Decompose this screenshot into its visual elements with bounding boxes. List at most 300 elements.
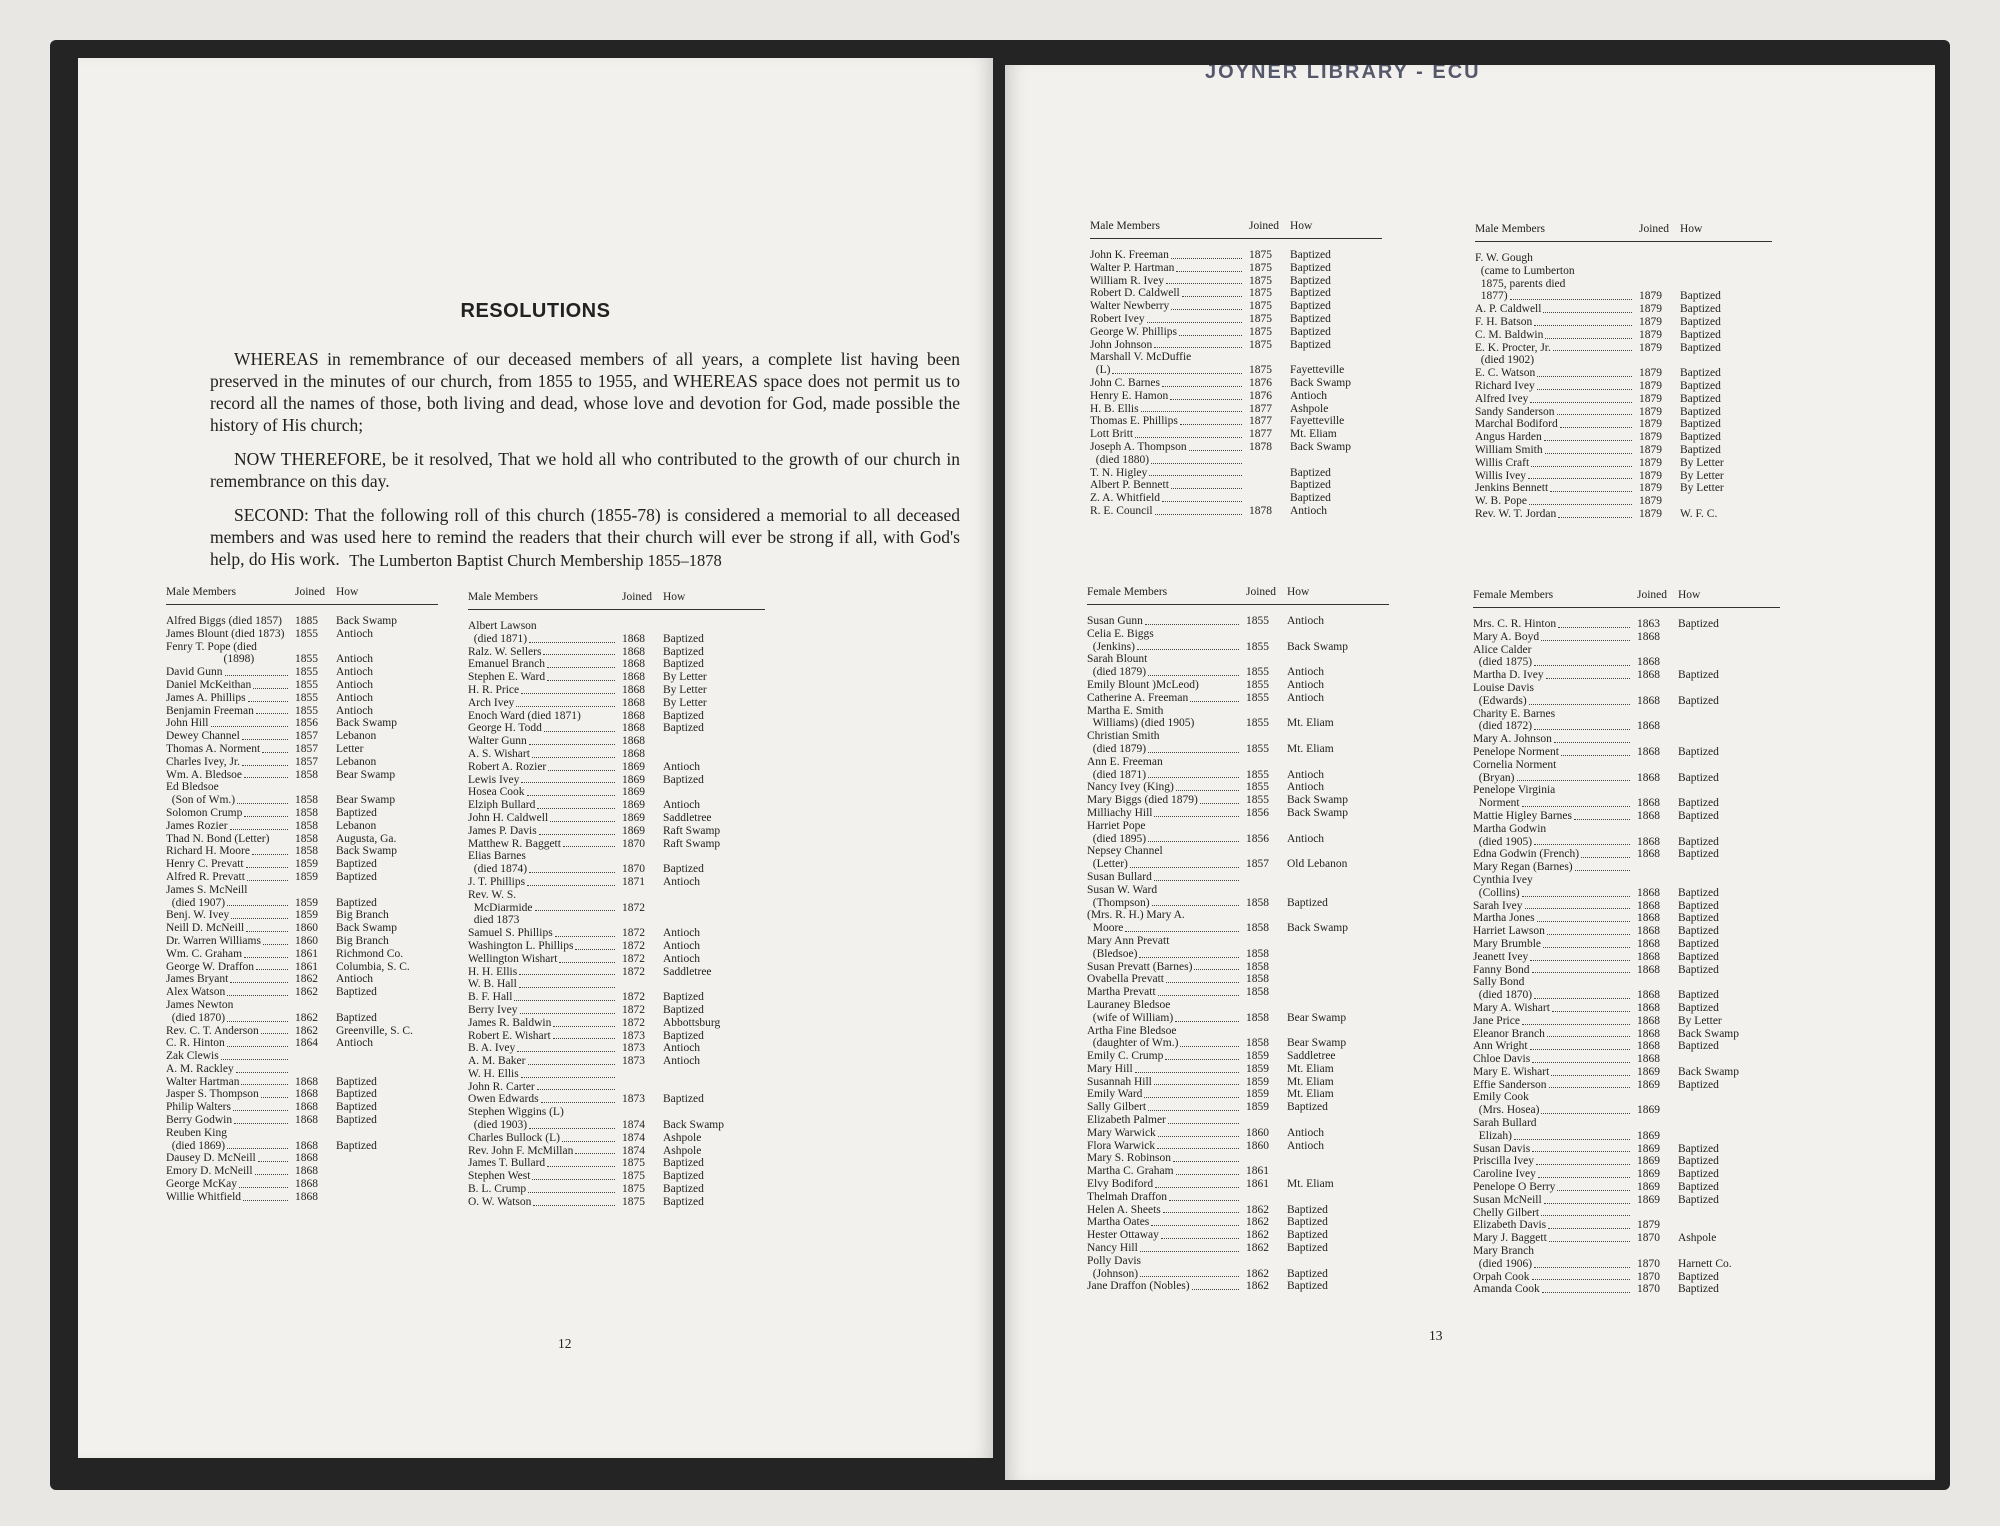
table-row bbox=[468, 1170, 765, 1183]
how-joined: Antioch bbox=[1287, 666, 1325, 679]
table-row bbox=[1473, 669, 1780, 682]
dot-leader bbox=[1529, 495, 1632, 505]
joined-year bbox=[1633, 1245, 1672, 1258]
joined-year: 1875 bbox=[622, 1157, 645, 1170]
member-name-text: Artha Fine Bledsoe bbox=[1087, 1024, 1177, 1037]
member-name bbox=[468, 953, 618, 966]
member-name bbox=[1473, 720, 1633, 733]
table-row bbox=[468, 697, 765, 710]
joined-year bbox=[1242, 884, 1281, 897]
joined-year bbox=[618, 1068, 657, 1081]
table-row bbox=[1087, 1242, 1389, 1255]
member-name-text: Elizabeth Palmer bbox=[1087, 1114, 1166, 1127]
table-row bbox=[1087, 653, 1389, 666]
member-name-text: B. L. Crump bbox=[468, 1183, 527, 1196]
member-name-text: Mary S. Robinson bbox=[1087, 1152, 1172, 1165]
member-name-text: Richard Ivey bbox=[1475, 379, 1535, 392]
member-name-text: John R. Carter bbox=[468, 1080, 535, 1093]
dot-leader bbox=[1543, 303, 1632, 313]
table-row bbox=[1087, 1165, 1389, 1178]
dot-leader bbox=[575, 940, 615, 950]
joined-year: 1879 bbox=[1639, 315, 1662, 328]
how-joined: Saddletree bbox=[1287, 1050, 1336, 1063]
member-name-text: Emily Ward bbox=[1087, 1088, 1143, 1101]
member-name bbox=[1090, 454, 1245, 467]
member-name-text: Stephen West bbox=[468, 1170, 531, 1183]
member-name bbox=[1473, 887, 1633, 900]
table-row bbox=[468, 646, 765, 659]
joined-year bbox=[1635, 278, 1674, 291]
table-row bbox=[166, 730, 438, 743]
how-joined: Fayetteville bbox=[1290, 415, 1345, 428]
table-row bbox=[1473, 1040, 1780, 1053]
member-name bbox=[166, 909, 291, 922]
joined-year: 1872 bbox=[622, 1003, 645, 1016]
member-name-text: Lott Britt bbox=[1090, 428, 1134, 441]
member-name-text: Charles Bullock (L) bbox=[468, 1131, 560, 1144]
member-name bbox=[1475, 252, 1635, 265]
joined-year: 1858 bbox=[1246, 973, 1269, 986]
how-joined: Baptized bbox=[1678, 886, 1719, 899]
dot-leader bbox=[1510, 290, 1632, 300]
member-name bbox=[166, 653, 291, 666]
dot-leader bbox=[1148, 1101, 1239, 1111]
how-joined: Baptized bbox=[1678, 1040, 1719, 1053]
member-name-text: B. A. Ivey bbox=[468, 1042, 516, 1055]
header-joined: Joined bbox=[295, 586, 326, 598]
table-row bbox=[468, 850, 765, 863]
how-joined bbox=[330, 1191, 336, 1204]
member-name bbox=[1473, 1066, 1633, 1079]
member-name bbox=[166, 1050, 291, 1063]
dot-leader bbox=[239, 1178, 288, 1188]
member-name bbox=[1090, 300, 1245, 313]
member-name-text: Stephen Wiggins (L) bbox=[468, 1106, 564, 1119]
dot-leader bbox=[562, 1132, 615, 1142]
dot-leader bbox=[1155, 505, 1242, 515]
joined-year bbox=[1242, 1025, 1281, 1038]
table-row bbox=[1473, 1271, 1780, 1284]
table-row bbox=[1087, 935, 1389, 948]
dot-leader bbox=[1162, 377, 1242, 387]
member-name-text: Mary Hill bbox=[1087, 1062, 1133, 1075]
table-row bbox=[166, 935, 438, 948]
member-name-text: Elvy Bodiford bbox=[1087, 1178, 1154, 1191]
member-name bbox=[1087, 820, 1242, 833]
how-joined: Antioch bbox=[1287, 781, 1325, 794]
how-joined: Abbottsburg bbox=[663, 1016, 721, 1029]
table-row bbox=[1087, 1191, 1389, 1204]
member-name bbox=[468, 1132, 618, 1145]
dot-leader bbox=[1532, 1271, 1630, 1281]
how-joined: Baptized bbox=[1678, 912, 1719, 925]
table-row bbox=[1473, 631, 1780, 644]
member-name bbox=[166, 833, 291, 846]
member-name-text: (Jenkins) bbox=[1087, 640, 1135, 653]
how-joined bbox=[1672, 1130, 1678, 1143]
how-joined: Mt. Eliam bbox=[1287, 1088, 1334, 1101]
joined-year bbox=[1633, 759, 1672, 772]
how-joined bbox=[1281, 705, 1287, 718]
how-joined: Baptized bbox=[1678, 989, 1719, 1002]
dot-leader bbox=[1534, 836, 1630, 846]
member-name-text: (died 1903) bbox=[468, 1119, 528, 1132]
member-name bbox=[166, 692, 291, 705]
member-name-text: Martha D. Ivey bbox=[1473, 669, 1544, 682]
table-row bbox=[166, 871, 438, 884]
member-name-text: (died 1902) bbox=[1475, 354, 1535, 367]
dot-leader bbox=[1166, 275, 1242, 285]
joined-year: 1875 bbox=[622, 1170, 645, 1183]
how-joined: Antioch bbox=[336, 653, 374, 666]
table-row bbox=[1475, 329, 1772, 342]
joined-year bbox=[1242, 628, 1281, 641]
member-name-text: A. S. Wishart bbox=[468, 747, 530, 760]
table-row bbox=[1473, 976, 1780, 989]
joined-year bbox=[1633, 861, 1672, 874]
header-how: How bbox=[1680, 223, 1703, 235]
member-name bbox=[1473, 900, 1633, 913]
joined-year bbox=[291, 781, 330, 794]
membership-roll-title: The Lumberton Baptist Church Membership 1855–1878 bbox=[349, 551, 722, 570]
how-joined: Antioch bbox=[1290, 504, 1328, 517]
membership-table bbox=[468, 591, 765, 1209]
how-joined: Baptized bbox=[1290, 312, 1331, 325]
how-joined: Bear Swamp bbox=[336, 794, 396, 807]
table-row bbox=[468, 940, 765, 953]
joined-year: 1873 bbox=[622, 1042, 645, 1055]
dot-leader bbox=[547, 671, 615, 681]
table-row bbox=[166, 1012, 438, 1025]
joined-year: 1876 bbox=[1249, 376, 1272, 389]
joined-year bbox=[1242, 730, 1281, 743]
member-name bbox=[468, 1081, 618, 1094]
member-name bbox=[166, 1063, 291, 1076]
how-joined bbox=[1672, 708, 1678, 721]
table-row bbox=[468, 991, 765, 1004]
member-name-text: (Edwards) bbox=[1473, 694, 1527, 707]
how-joined bbox=[1674, 495, 1680, 508]
joined-year bbox=[1242, 653, 1281, 666]
member-name bbox=[1475, 380, 1635, 393]
member-name bbox=[1087, 1191, 1242, 1204]
member-name-text: Sarah Blount bbox=[1087, 653, 1148, 666]
member-name-text: Benjamin Freeman bbox=[166, 704, 254, 717]
joined-year: 1868 bbox=[1637, 835, 1660, 848]
table-row bbox=[1087, 717, 1389, 730]
member-name bbox=[1473, 951, 1633, 964]
member-name bbox=[1473, 1232, 1633, 1245]
table-row bbox=[1087, 948, 1389, 961]
dot-leader bbox=[1151, 454, 1242, 464]
how-joined bbox=[657, 786, 663, 799]
joined-year: 1858 bbox=[295, 806, 318, 819]
dot-leader bbox=[533, 1196, 615, 1206]
table-header bbox=[1473, 589, 1780, 608]
joined-year: 1869 bbox=[622, 811, 645, 824]
dot-leader bbox=[253, 679, 288, 689]
joined-year: 1870 bbox=[1637, 1257, 1660, 1270]
how-joined: Baptized bbox=[336, 1075, 377, 1088]
member-name-text: Arch Ivey bbox=[468, 696, 515, 709]
dot-leader bbox=[256, 961, 288, 971]
how-joined bbox=[1674, 354, 1680, 367]
joined-year: 1858 bbox=[1246, 1037, 1269, 1050]
member-name-text: Chelly Gilbert bbox=[1473, 1206, 1540, 1219]
page-number: 12 bbox=[558, 1336, 572, 1351]
joined-year bbox=[618, 620, 657, 633]
member-name bbox=[166, 679, 291, 692]
member-name-text: Rev. C. T. Anderson bbox=[166, 1024, 259, 1037]
member-name-text: Martha Prevatt bbox=[1087, 986, 1156, 999]
member-name-text: Lauraney Bledsoe bbox=[1087, 998, 1171, 1011]
how-joined: Baptized bbox=[336, 1139, 377, 1152]
dot-leader bbox=[1192, 1280, 1239, 1290]
member-name bbox=[166, 1140, 291, 1153]
how-joined: Baptized bbox=[1678, 1181, 1719, 1194]
joined-year bbox=[1633, 784, 1672, 797]
member-name-text: (died 1906) bbox=[1473, 1257, 1533, 1270]
table-row bbox=[1473, 656, 1780, 669]
member-name-text: Henry C. Prevatt bbox=[166, 858, 244, 871]
table-row bbox=[468, 620, 765, 633]
table-row bbox=[1475, 418, 1772, 431]
joined-year: 1878 bbox=[1249, 440, 1272, 453]
how-joined bbox=[1284, 351, 1290, 364]
how-joined: Baptized bbox=[663, 863, 704, 876]
member-name-text: Wm. C. Graham bbox=[166, 947, 243, 960]
joined-year: 1868 bbox=[622, 722, 645, 735]
table-row bbox=[1090, 467, 1382, 480]
dot-leader bbox=[1168, 1114, 1239, 1124]
how-joined bbox=[1672, 644, 1678, 657]
member-name-text: Alfred Biggs (died 1857) bbox=[166, 615, 282, 627]
joined-year: 1879 bbox=[1639, 507, 1662, 520]
joined-year: 1868 bbox=[622, 645, 645, 658]
member-name bbox=[166, 884, 291, 897]
member-name-text: Martha Jones bbox=[1473, 912, 1535, 925]
joined-year: 1868 bbox=[1637, 669, 1660, 682]
how-joined: Antioch bbox=[1287, 678, 1325, 691]
how-joined bbox=[1672, 733, 1678, 746]
member-name-text: Mary Regan (Barnes) bbox=[1473, 861, 1573, 874]
member-name-text: Ann Wright bbox=[1473, 1040, 1528, 1053]
table-row bbox=[1473, 836, 1780, 849]
table-row bbox=[1475, 265, 1772, 278]
how-joined bbox=[1672, 1104, 1678, 1117]
how-joined: Antioch bbox=[663, 875, 701, 888]
dot-leader bbox=[520, 1004, 616, 1014]
member-name-text: (wife of William) bbox=[1087, 1011, 1174, 1024]
dot-leader bbox=[1552, 1002, 1630, 1012]
how-joined: By Letter bbox=[1680, 456, 1724, 469]
table-row bbox=[1087, 692, 1389, 705]
member-name bbox=[1090, 275, 1245, 288]
dot-leader bbox=[1139, 948, 1239, 958]
dot-leader bbox=[575, 1145, 615, 1155]
table-row bbox=[166, 986, 438, 999]
member-name-text: David Gunn bbox=[166, 666, 223, 679]
dot-leader bbox=[1189, 441, 1242, 451]
how-joined: Big Branch bbox=[336, 909, 389, 922]
member-name bbox=[1473, 669, 1633, 682]
how-joined: Raft Swamp bbox=[663, 837, 721, 850]
table-row bbox=[166, 909, 438, 922]
joined-year: 1875 bbox=[1249, 287, 1272, 300]
dot-leader bbox=[521, 1068, 615, 1078]
member-name bbox=[166, 1037, 291, 1050]
joined-year: 1875 bbox=[1249, 300, 1272, 313]
member-name-text: James A. Phillips bbox=[166, 691, 246, 704]
member-name-text: Rev. W. T. Jordan bbox=[1475, 507, 1557, 520]
member-name bbox=[1087, 679, 1242, 692]
dot-leader bbox=[1532, 964, 1630, 974]
member-name bbox=[1090, 428, 1245, 441]
joined-year: 1869 bbox=[1637, 1193, 1660, 1206]
member-name bbox=[468, 1055, 618, 1068]
table-row bbox=[166, 897, 438, 910]
table-row bbox=[1087, 679, 1389, 692]
member-name bbox=[1475, 457, 1635, 470]
member-name bbox=[468, 722, 618, 735]
joined-year: 1858 bbox=[295, 819, 318, 832]
how-joined bbox=[1672, 1053, 1678, 1066]
table-row bbox=[1087, 986, 1389, 999]
how-joined bbox=[1281, 973, 1287, 986]
member-name bbox=[1473, 733, 1633, 746]
member-name bbox=[1090, 262, 1245, 275]
how-joined bbox=[1672, 1207, 1678, 1220]
member-name-text: O. W. Watson bbox=[468, 1195, 532, 1208]
how-joined bbox=[330, 1178, 336, 1191]
dot-leader bbox=[1148, 769, 1239, 779]
header-how: How bbox=[1287, 586, 1310, 598]
member-name bbox=[1090, 351, 1245, 364]
dot-leader bbox=[1557, 406, 1632, 416]
how-joined bbox=[1281, 884, 1287, 897]
dot-leader bbox=[252, 845, 288, 855]
dot-leader bbox=[244, 769, 288, 779]
how-joined bbox=[1672, 656, 1678, 669]
joined-year: 1877 bbox=[1249, 415, 1272, 428]
dot-leader bbox=[1532, 1143, 1630, 1153]
table-row bbox=[468, 914, 765, 927]
dot-leader bbox=[1534, 720, 1630, 730]
joined-year: 1868 bbox=[295, 1190, 318, 1203]
member-name-text: (died 1895) bbox=[1087, 832, 1147, 845]
dot-leader bbox=[1176, 781, 1239, 791]
dot-leader bbox=[221, 1050, 288, 1060]
member-name bbox=[1087, 1101, 1242, 1114]
member-name-text: (died 1907) bbox=[166, 896, 226, 909]
joined-year: 1868 bbox=[295, 1139, 318, 1152]
member-name bbox=[1087, 743, 1242, 756]
joined-year: 1868 bbox=[1637, 1027, 1660, 1040]
how-joined: Baptized bbox=[1290, 261, 1331, 274]
how-joined: Antioch bbox=[336, 973, 374, 986]
how-joined bbox=[1281, 628, 1287, 641]
table-row bbox=[1090, 479, 1382, 492]
member-name bbox=[1473, 797, 1633, 810]
dot-leader bbox=[1130, 858, 1239, 868]
membership-table bbox=[1090, 220, 1382, 518]
member-name-text: (died 1870) bbox=[1473, 989, 1533, 1002]
how-joined bbox=[1672, 823, 1678, 836]
how-joined: Baptized bbox=[663, 1170, 704, 1183]
joined-year: 1862 bbox=[1246, 1216, 1269, 1229]
dot-leader bbox=[1544, 431, 1632, 441]
header-joined: Joined bbox=[1246, 586, 1277, 598]
how-joined: Baptized bbox=[1678, 809, 1719, 822]
member-name-text: Sarah Ivey bbox=[1473, 899, 1523, 912]
joined-year: 1859 bbox=[1246, 1101, 1269, 1114]
dot-leader bbox=[1536, 1155, 1630, 1165]
member-name bbox=[1473, 618, 1633, 631]
member-name bbox=[468, 774, 618, 787]
member-name bbox=[166, 730, 291, 743]
table-row bbox=[166, 1191, 438, 1204]
joined-year: 1863 bbox=[1637, 618, 1660, 630]
member-name-text: Mary Ann Prevatt bbox=[1087, 934, 1170, 947]
member-name-text: Thad N. Bond (Letter) bbox=[166, 832, 270, 845]
table-row bbox=[1090, 364, 1382, 377]
member-name bbox=[166, 781, 291, 794]
member-name bbox=[166, 935, 291, 948]
dot-leader bbox=[227, 986, 288, 996]
header-joined: Joined bbox=[1249, 220, 1280, 232]
joined-year: 1855 bbox=[1246, 678, 1269, 691]
joined-year: 1868 bbox=[622, 696, 645, 709]
dot-leader bbox=[1542, 1283, 1630, 1293]
dot-leader bbox=[1534, 989, 1630, 999]
member-name-text: Z. A. Whitfield bbox=[1090, 492, 1161, 505]
dot-leader bbox=[1170, 390, 1242, 400]
joined-year: 1859 bbox=[295, 909, 318, 922]
member-name-text: R. E. Council bbox=[1090, 504, 1153, 517]
member-name bbox=[468, 1030, 618, 1043]
joined-year: 1855 bbox=[1246, 717, 1269, 730]
how-joined: Baptized bbox=[663, 1093, 704, 1106]
joined-year: 1871 bbox=[622, 875, 645, 888]
joined-year: 1869 bbox=[1637, 1168, 1660, 1181]
member-name bbox=[1087, 1127, 1242, 1140]
dot-leader bbox=[244, 948, 288, 958]
dot-leader bbox=[1545, 329, 1632, 339]
table-row bbox=[1473, 861, 1780, 874]
how-joined: Baptized bbox=[1678, 1168, 1719, 1181]
member-name-text: died 1873 bbox=[468, 914, 520, 927]
joined-year bbox=[1242, 756, 1281, 769]
member-name bbox=[1090, 479, 1245, 492]
joined-year bbox=[1242, 1114, 1281, 1127]
joined-year: 1868 bbox=[1637, 656, 1660, 669]
joined-year: 1870 bbox=[1637, 1232, 1660, 1245]
joined-year bbox=[1245, 467, 1284, 480]
joined-year: 1858 bbox=[295, 832, 318, 845]
member-name bbox=[1087, 909, 1242, 922]
how-joined: Baptized bbox=[336, 806, 377, 819]
table-row bbox=[1475, 342, 1772, 355]
member-name-text: (died 1880) bbox=[1090, 453, 1150, 466]
member-name-text: Benj. W. Ivey bbox=[166, 909, 230, 922]
member-name-text: Owen Edwards bbox=[468, 1093, 539, 1106]
member-name bbox=[1087, 973, 1242, 986]
joined-year: 1868 bbox=[622, 735, 645, 748]
how-joined: Baptized bbox=[1678, 1142, 1719, 1155]
member-name bbox=[1473, 1181, 1633, 1194]
table-row bbox=[468, 1004, 765, 1017]
how-joined: Lebanon bbox=[336, 819, 377, 832]
